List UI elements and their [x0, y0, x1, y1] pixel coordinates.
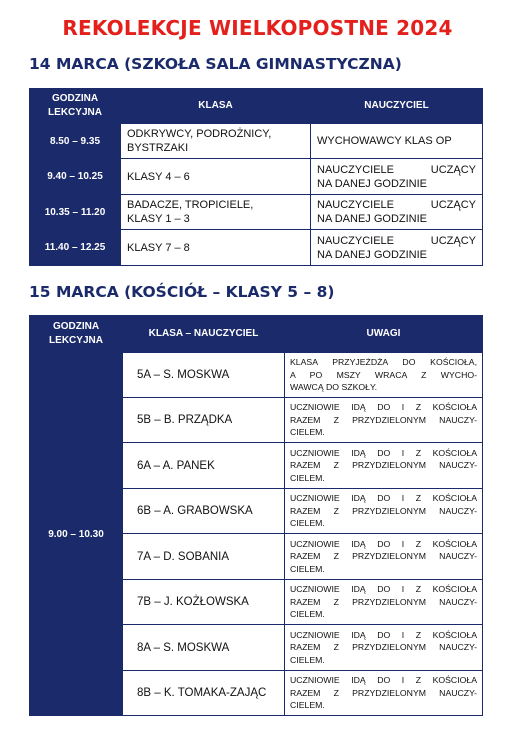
schedule-table-march-14	[29, 88, 483, 266]
time-cell: 10.35 – 11.20	[30, 195, 121, 230]
class-cell: KLASY 7 – 8	[121, 230, 311, 266]
class-teacher-cell: 5A – S. MOSKWA	[123, 353, 285, 398]
note-cell: UCZNIOWIE IDĄ DO I Z KOŚCIOŁA RAZEM Z PRZYDZIELONYM NAUCZY- CIELEM.	[285, 580, 483, 625]
teacher-cell: NAUCZYCIELE UCZĄCY NA DANEJ GODZINIE	[311, 230, 483, 266]
time-cell: 8.50 – 9.35	[30, 124, 121, 159]
time-cell: 9.00 – 10.30	[30, 353, 123, 716]
table-header-row	[30, 316, 483, 353]
note-cell: UCZNIOWIE IDĄ DO I Z KOŚCIOŁA RAZEM Z PRZYDZIELONYM NAUCZY- CIELEM.	[285, 671, 483, 716]
header-class-teacher: KLASA – NAUCZYCIEL	[123, 316, 285, 353]
class-teacher-cell: 6A – A. PANEK	[123, 443, 285, 489]
class-cell: ODKRYWCY, PODROŻNICY, BYSTRZAKI	[121, 124, 311, 159]
teacher-cell: NAUCZYCIELE UCZĄCY NA DANEJ GODZINIE	[311, 195, 483, 230]
class-teacher-cell: 7A – D. SOBANIA	[123, 534, 285, 580]
time-cell: 11.40 – 12.25	[30, 230, 121, 266]
time-cell: 9.40 – 10.25	[30, 159, 121, 195]
header-notes: UWAGI	[285, 316, 483, 353]
teacher-cell: WYCHOWAWCY KLAS OP	[311, 124, 483, 159]
class-teacher-cell: 8A – S. MOSKWA	[123, 625, 285, 671]
note-cell: UCZNIOWIE IDĄ DO I Z KOŚCIOŁA RAZEM Z PRZYDZIELONYM NAUCZY- CIELEM.	[285, 625, 483, 671]
page-title: REKOLEKCJE WIELKOPOSTNE 2024	[62, 16, 453, 40]
header-teacher: NAUCZYCIEL	[311, 89, 483, 124]
class-teacher-cell: 6B – A. GRABOWSKA	[123, 489, 285, 534]
table-row	[30, 195, 483, 230]
class-cell: BADACZE, TROPICIELE, KLASY 1 – 3	[121, 195, 311, 230]
table-header-row	[30, 89, 483, 124]
note-cell: KLASA PRZYJEŻDŻA DO KOŚCIOŁA, A PO MSZY WRACA Z WYCHO- WAWCĄ DO SZKOŁY.	[285, 353, 483, 398]
note-cell: UCZNIOWIE IDĄ DO I Z KOŚCIOŁA RAZEM Z PRZYDZIELONYM NAUCZY- CIELEM.	[285, 534, 483, 580]
section-heading-march-14: 14 MARCA (SZKOŁA SALA GIMNASTYCZNA)	[29, 55, 402, 73]
table-row	[30, 124, 483, 159]
table-row	[30, 230, 483, 266]
class-teacher-cell: 5B – B. PRZĄDKA	[123, 398, 285, 443]
header-time: GODZINA LEKCYJNA	[30, 316, 123, 353]
class-teacher-cell: 7B – J. KOŻŁOWSKA	[123, 580, 285, 625]
header-class: KLASA	[121, 89, 311, 124]
note-cell: UCZNIOWIE IDĄ DO I Z KOŚCIOŁA RAZEM Z PRZYDZIELONYM NAUCZY- CIELEM.	[285, 398, 483, 443]
table-row	[30, 159, 483, 195]
teacher-cell: NAUCZYCIELE UCZĄCY NA DANEJ GODZINIE	[311, 159, 483, 195]
note-cell: UCZNIOWIE IDĄ DO I Z KOŚCIOŁA RAZEM Z PRZYDZIELONYM NAUCZY- CIELEM.	[285, 489, 483, 534]
class-teacher-cell: 8B – K. TOMAKA-ZAJĄC	[123, 671, 285, 716]
table-row	[30, 353, 483, 398]
note-cell: UCZNIOWIE IDĄ DO I Z KOŚCIOŁA RAZEM Z PRZYDZIELONYM NAUCZY- CIELEM.	[285, 443, 483, 489]
section-heading-march-15: 15 MARCA (KOŚCIÓŁ – KLASY 5 – 8)	[29, 283, 335, 301]
header-time: GODZINA LEKCYJNA	[30, 89, 121, 124]
class-cell: KLASY 4 – 6	[121, 159, 311, 195]
schedule-table-march-15	[29, 315, 483, 716]
